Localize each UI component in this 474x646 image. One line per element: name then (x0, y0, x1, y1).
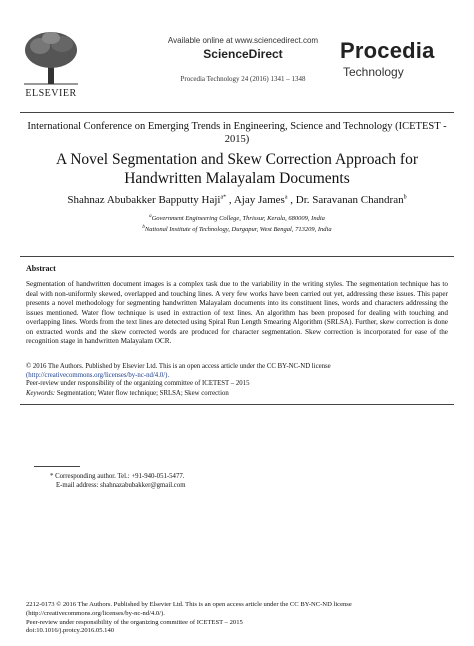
author-name: Shahnaz Abubakker Bapputty Haji (67, 194, 221, 206)
author-email: E-mail address: shahnazabubakker@gmail.com (56, 482, 186, 489)
author-name: Dr. Saravanan Chandran (295, 194, 404, 206)
author-sup: a (284, 194, 288, 201)
elsevier-tree-icon (20, 30, 82, 86)
footer-link[interactable]: (http://creativecommons.org/licenses/by-nc-nd/4.0/). (26, 609, 165, 617)
license-link[interactable]: (http://creativecommons.org/licenses/by-nc-nd/4.0/). (26, 371, 170, 379)
procedia-subtitle: Technology (343, 65, 404, 79)
journal-header (130, 36, 356, 83)
footer-line: 2212-0173 © 2016 The Authors. Published by Elsevier Ltd. This is an open access article under the CC BY-NC-ND license (26, 601, 352, 608)
author-sup: a* (220, 194, 227, 201)
author-sup: b (403, 194, 407, 201)
keywords-value: Segmentation; Water flow technique; SRLSA; Skew correction (55, 390, 229, 397)
page-footer (26, 601, 456, 636)
corresponding-author: * Corresponding author. Tel.: +91-940-051-5477. (50, 473, 185, 480)
keywords-label: Keywords: (26, 390, 56, 397)
footer-doi: doi:10.1016/j.protcy.2016.05.140 (26, 627, 115, 635)
affiliation-item: $^b$National Institute of Technology, Durgapur, West Bengal, 713209, India (142, 225, 332, 234)
elsevier-logo (20, 30, 82, 100)
paper-title: A Novel Segmentation and Skew Correction Approach for Handwritten Malayalam Documents (55, 151, 419, 187)
author-name: Ajay James (233, 194, 285, 206)
license-block (26, 363, 448, 389)
keywords (26, 390, 448, 397)
conference-name: International Conference on Emerging Trends in Engineering, Science and Technology (ICETEST - 2015) (27, 121, 447, 145)
abstract-divider (20, 256, 454, 257)
header-divider (20, 112, 454, 113)
procedia-logo (340, 40, 455, 96)
affiliation-item: $^a$Government Engineering College, Thrissur, Kerala, 680009, India (149, 214, 325, 223)
footnote-divider (34, 466, 80, 467)
sciencedirect-wordmark: ScienceDirect (203, 47, 283, 61)
keywords-divider (20, 404, 454, 405)
elsevier-wordmark: ELSEVIER (25, 88, 77, 99)
author-list: Shahnaz Abubakker Bapputty Haji$^{a*}$ , Ajay James$^a$ , Dr. Saravanan Chandran$^b$ (67, 194, 407, 206)
available-online-text: Available online at www.sciencedirect.com (167, 36, 319, 45)
procedia-wordmark: Procedia (340, 38, 435, 63)
license-line: Peer-review under responsibility of the organizing committee of ICETEST – 2015 (26, 380, 250, 388)
journal-citation: Procedia Technology 24 (2016) 1341 – 1348 (180, 75, 306, 83)
corresponding-author-footnote (50, 472, 430, 490)
abstract-heading: Abstract (26, 264, 56, 273)
abstract-text: Segmentation of handwritten document images is a complex task due to the variability in the writing styles. The segmentation technique has to deal with non-uniformly skewed, overlapped and touching lines. A very few works have been carried out yet, addressing these issues. This paper presents a novel methodology for segmenting handwritten Malayalam documents into its constituent lines, words and characters addressing the issues mentioned. Water flow technique is used in extraction of text lines. An algorithm has been proposed for dealing with touching and overlapping lines. Words from the text lines are detected using Spiral Run Length Smearing Algorithm (SRLSA). Further, skew correction is done on extracted words and the skew corrected words are produced for character segmentation. Skew correction is incorporated for ease of the recognition stage in handwritten Malayalam OCR. (26, 280, 448, 345)
footer-line: Peer-review under responsibility of the organizing committee of ICETEST – 2015 (26, 618, 243, 626)
license-line: © 2016 The Authors. Published by Elsevier Ltd. This is an open access article under the CC BY-NC-ND license (26, 363, 331, 370)
affiliations (24, 212, 450, 234)
